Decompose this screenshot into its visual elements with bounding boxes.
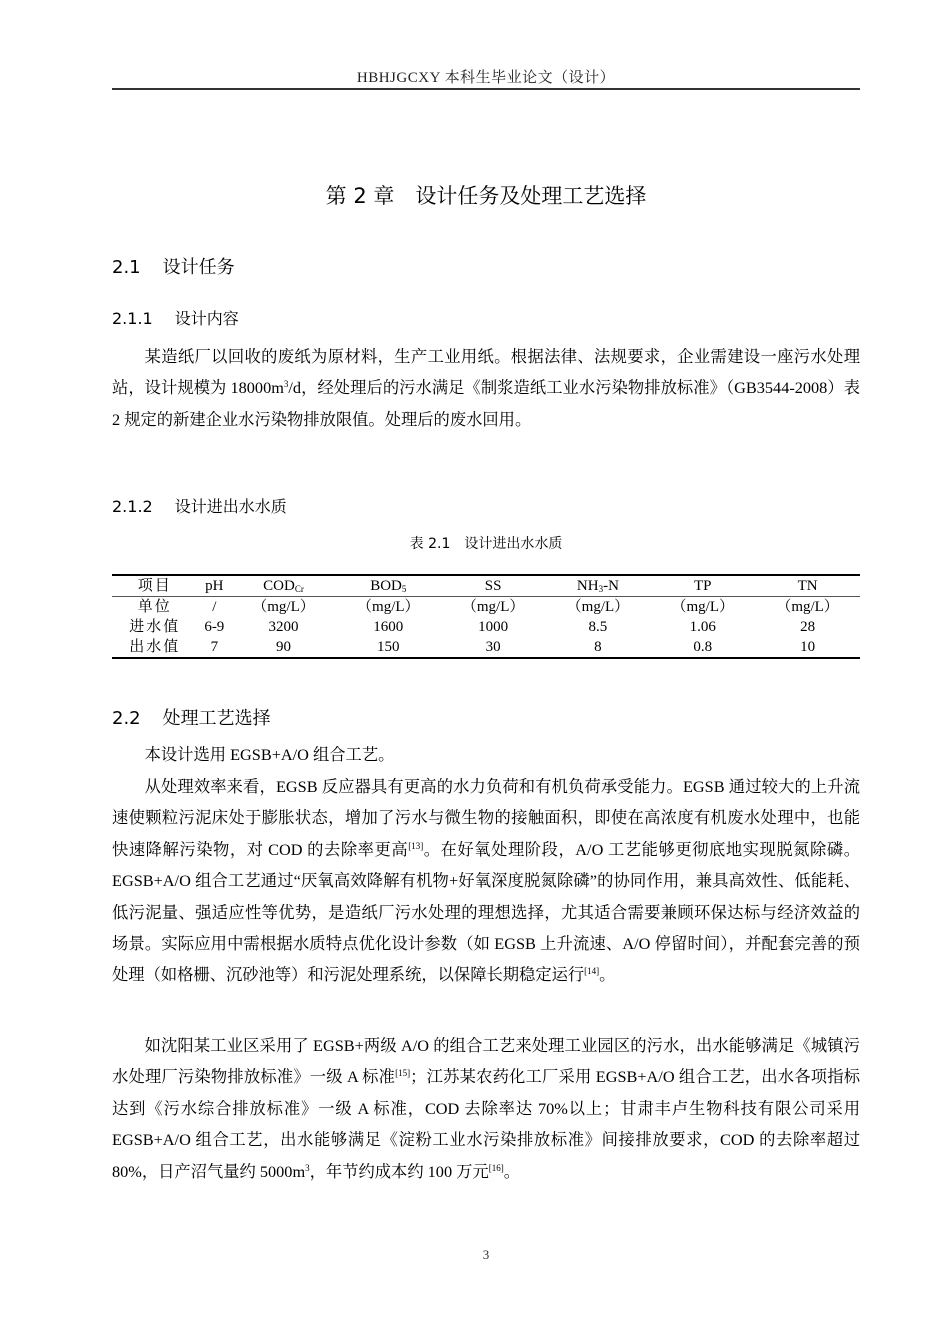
- table-row: [112, 617, 860, 637]
- section-heading-2-1: [112, 253, 235, 279]
- table-cell: 单位: [137, 599, 172, 615]
- paragraph-design-content: [112, 341, 860, 435]
- table-cell: 3200: [268, 619, 299, 635]
- table-cell: （mg/L）: [252, 599, 315, 615]
- section-title: 处理工艺选择: [162, 708, 271, 729]
- column-header: $COD_{Cr}$: [231, 575, 336, 597]
- page-number: 3: [482, 1247, 490, 1262]
- subsection-title: 设计进出水水质: [174, 497, 287, 516]
- column-header: $BOD_5$: [336, 575, 441, 597]
- superscript: 3: [283, 379, 289, 390]
- text-run: ；江苏某农药化工厂采用 EGSB+A/O 组合工艺，出水各项指标达到《污水综合排放标准》一级 A 标准，COD 去除率达 70%以上；甘肃丰卢生物科技有限公司采用 EGSB+A/O 组合工艺，出水能够满足《淀粉工业水污染排放标准》间接排放要求，COD 的去除率超过 80%，日产沼气量约 5000m: [112, 1067, 860, 1181]
- section-number: 2.2: [112, 708, 141, 729]
- table-header-row: [112, 575, 860, 597]
- paragraph-process-choice: 本设计选用 EGSB+A/O 组合工艺。: [144, 745, 395, 764]
- paragraph-case-studies: [112, 1030, 860, 1187]
- table-cell: 30: [485, 639, 501, 655]
- table-cell: 出水值: [129, 639, 181, 655]
- column-header: 项目: [112, 575, 198, 597]
- water-quality-table: [112, 574, 860, 659]
- table-cell: 0.8: [693, 639, 713, 655]
- text-run: /d，经处理后的污水满足《制浆造纸工业水污染物排放标准》（GB3544-2008）表 2 规定的新建企业水污染物排放限值。处理后的废水回用。: [112, 378, 860, 429]
- column-header: $NH_3-N$: [546, 575, 651, 597]
- table-cell: （mg/L）: [566, 599, 630, 615]
- table-cell: 7: [210, 639, 219, 655]
- text-run: 从处理效率来看，EGSB 反应器具有更高的水力负荷和有机负荷承受能力。EGSB 通过较大的上升流速使颗粒污泥床处于膨胀状态，增加了污水与微生物的接触面积，即使在高浓度有机废水处理中，也能快速降解污染物，对 COD 的去除率更高: [112, 777, 860, 859]
- citation-ref: [16]: [488, 1162, 504, 1173]
- table-caption: 表 2.1 设计进出水水质: [409, 536, 563, 552]
- table-cell: （mg/L）: [357, 599, 420, 615]
- column-header: SS: [441, 575, 546, 597]
- section-number: 2.1: [112, 257, 141, 278]
- text-run: 某造纸厂以回收的废纸为原材料，生产工业用纸。根据法律、法规要求，企业需建设一座污水处理站，设计规模为 18000m: [112, 347, 860, 398]
- subsection-number: 2.1.1: [112, 309, 153, 328]
- citation-ref: [13]: [408, 840, 424, 851]
- table-cell: 1.06: [689, 619, 716, 635]
- superscript: 3: [305, 1162, 310, 1173]
- text-run: 如沈阳某工业区采用了 EGSB+两级 A/O 的组合工艺来处理工业园区的污水，出水能够满足《城镇污水处理厂污染物排放标准》一级 A 标准: [112, 1036, 860, 1087]
- table-cell: 8.5: [588, 619, 608, 635]
- table-cell: 10: [800, 639, 816, 655]
- subsection-title: 设计内容: [174, 309, 239, 328]
- table-cell: 28: [800, 619, 816, 635]
- column-header: TN: [755, 575, 860, 597]
- text-run: ，年节约成本约 100 万元: [309, 1161, 489, 1181]
- table-row: [112, 637, 860, 658]
- header-rule: [112, 88, 860, 90]
- section-title: 设计任务: [162, 257, 235, 278]
- table-cell: 150: [377, 639, 400, 655]
- paragraph-process-efficiency: [112, 771, 860, 991]
- table-cell: 进水值: [129, 619, 181, 635]
- table-cell: 1000: [478, 619, 509, 635]
- column-header: pH: [198, 575, 232, 597]
- subsection-heading-2-1-2: [112, 494, 287, 517]
- text-run: 。在好氧处理阶段，A/O 工艺能够更彻底地实现脱氮除磷。EGSB+A/O 组合工艺通过“厌氧高效降解有机物+好氧深度脱氮除磷”的协同作用，兼具高效性、低能耗、低污泥量、强适应性等优势，是造纸厂污水处理的理想选择，尤其适合需要兼顾环保达标与经济效益的场景。实际应用中需根据水质特点优化设计参数（如 EGSB 上升流速、A/O 停留时间），并配套完善的预处理（如格栅、沉砂池等）和污泥处理系统，以保障长期稳定运行: [112, 839, 860, 985]
- running-header: HBHJGCXY 本科生毕业论文（设计）: [356, 70, 616, 86]
- chapter-title: 第 2 章 设计任务及处理工艺选择: [325, 184, 647, 208]
- text-run: 。: [503, 1161, 521, 1181]
- table-cell: （mg/L）: [461, 599, 525, 615]
- subsection-heading-2-1-1: [112, 306, 239, 329]
- section-heading-2-2: [112, 704, 271, 730]
- citation-ref: [15]: [395, 1068, 411, 1079]
- table-row: [112, 597, 860, 618]
- table-cell: 6-9: [204, 619, 225, 635]
- text-run: 。: [599, 965, 616, 985]
- table-cell: /: [212, 599, 217, 615]
- table-cell: （mg/L）: [776, 599, 839, 615]
- table-cell: 1600: [373, 619, 404, 635]
- subsection-number: 2.1.2: [112, 497, 153, 516]
- table-cell: 8: [594, 639, 602, 655]
- table-cell: （mg/L）: [671, 599, 734, 615]
- citation-ref: [14]: [584, 966, 600, 977]
- table-cell: 90: [275, 639, 291, 655]
- column-header: TP: [650, 575, 755, 597]
